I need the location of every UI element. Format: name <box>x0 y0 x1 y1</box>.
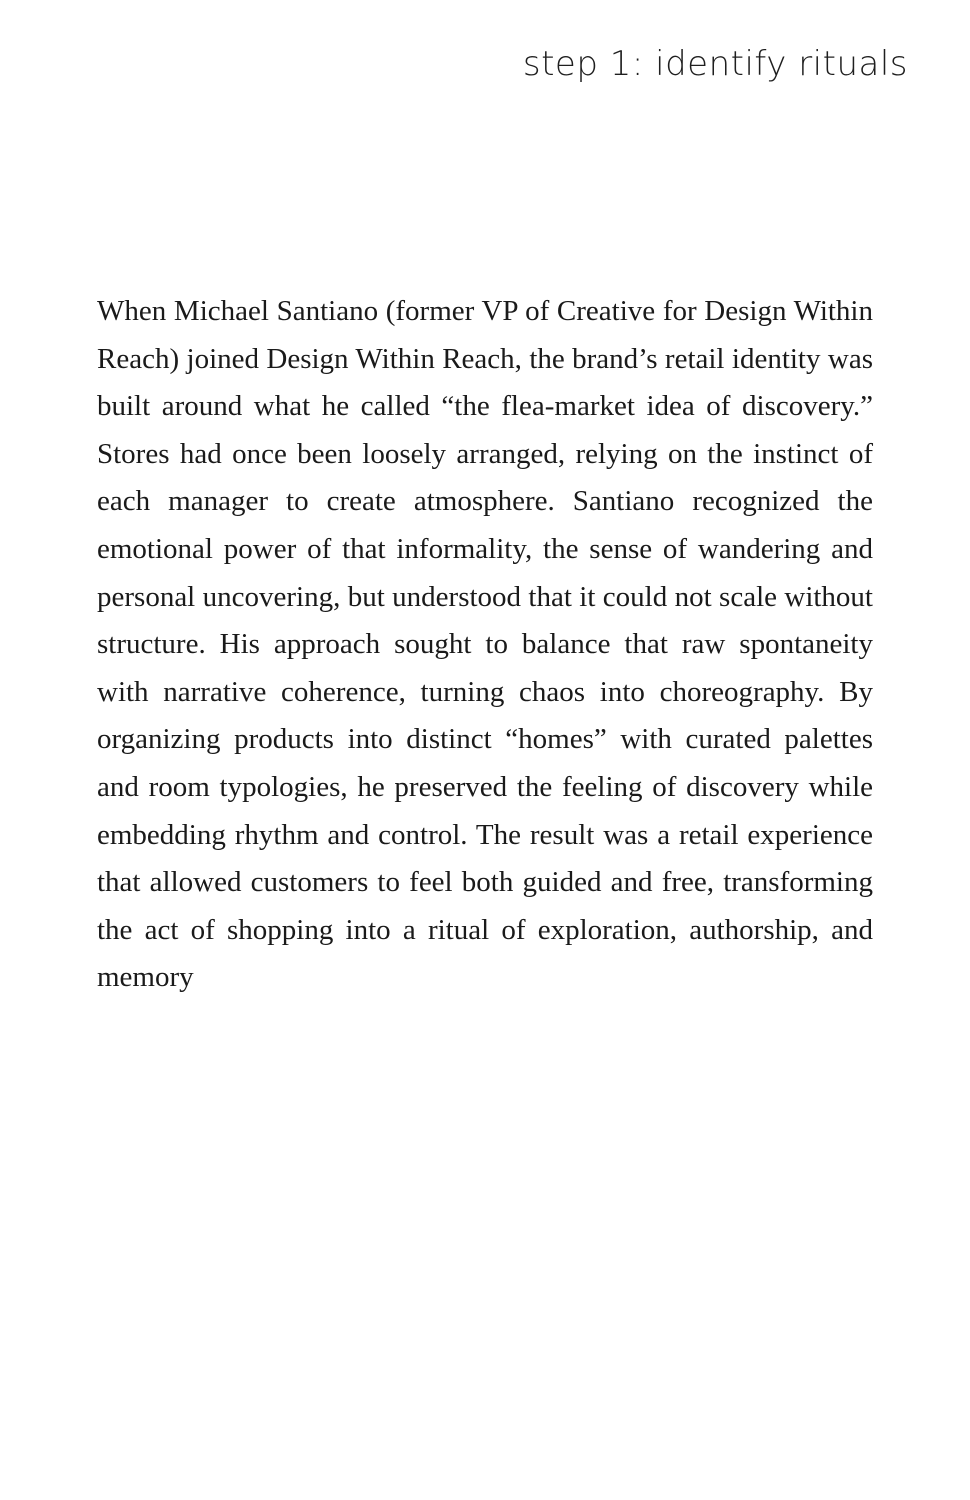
body-paragraph: When Michael Santiano (former VP of Creative for Design Within Reach) joined Design Within Reach, the brand’s retail identity was built around what he called “the flea-market idea of discovery.” Stores had once been loosely arranged, relying on the instinct of each manager to create atmosphere. Santiano recognized the emotional power of that informality, the sense of wandering and personal uncovering, but understood that it could not scale without structure. His approach sought to balance that raw spontaneity with narrative coherence, turning chaos into choreography. By organizing products into distinct “homes” with curated palettes and room typologies, he preserved the feeling of discovery while embedding rhythm and control. The result was a retail experience that allowed customers to feel both guided and free, transforming the act of shopping into a ritual of exploration, authorship, and memory <box>97 295 873 994</box>
page-title: step 1: identify rituals <box>522 44 908 84</box>
